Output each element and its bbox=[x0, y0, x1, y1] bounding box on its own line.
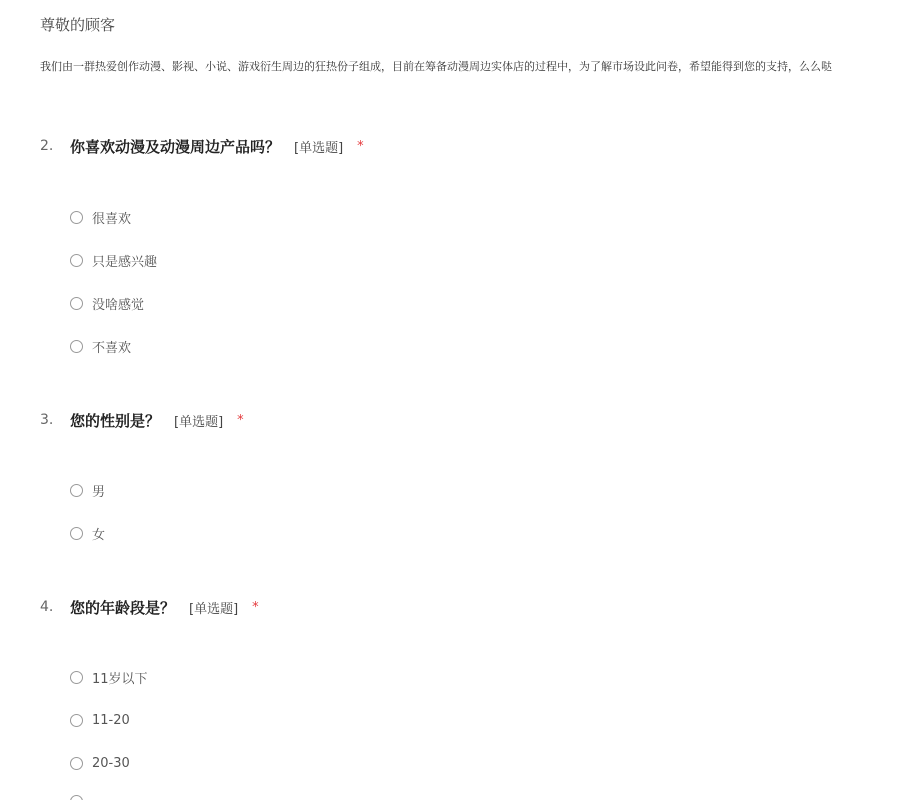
radio-unchecked-icon[interactable] bbox=[70, 340, 83, 353]
question-type-badge: [单选题] bbox=[294, 140, 344, 156]
radio-unchecked-icon[interactable] bbox=[70, 714, 83, 727]
radio-unchecked-icon[interactable] bbox=[70, 297, 83, 310]
option-label: 不喜欢 bbox=[92, 340, 132, 356]
option-label: 很喜欢 bbox=[92, 211, 132, 227]
radio-unchecked-icon[interactable] bbox=[70, 671, 83, 684]
radio-unchecked-icon[interactable] bbox=[70, 757, 83, 770]
radio-unchecked-icon[interactable] bbox=[70, 254, 83, 267]
option-label: 20-30 bbox=[92, 755, 130, 771]
question-number: 2. bbox=[40, 138, 54, 154]
question-4-header bbox=[40, 595, 259, 619]
option-label: 11岁以下 bbox=[92, 671, 148, 687]
question-3-option-1[interactable] bbox=[70, 480, 105, 500]
required-marker: * bbox=[357, 138, 364, 154]
question-title: 您的年龄段是？ bbox=[70, 598, 176, 617]
radio-unchecked-icon[interactable] bbox=[70, 484, 83, 497]
option-label: 11-20 bbox=[92, 712, 130, 728]
greeting-heading: 尊敬的顾客 bbox=[40, 16, 116, 34]
option-label: 女 bbox=[92, 527, 106, 543]
option-label: 男 bbox=[92, 484, 106, 500]
question-2-option-4[interactable] bbox=[70, 336, 131, 356]
question-4-option-2[interactable] bbox=[70, 710, 130, 730]
required-marker: * bbox=[237, 412, 244, 428]
option-label: 没啥感觉 bbox=[92, 297, 145, 313]
question-type-badge: [单选题] bbox=[174, 414, 224, 430]
question-number: 4. bbox=[40, 599, 54, 615]
question-2-option-3[interactable] bbox=[70, 293, 144, 313]
question-2-header bbox=[40, 134, 364, 158]
question-2-option-1[interactable] bbox=[70, 207, 131, 227]
question-title: 您的性别是？ bbox=[70, 411, 161, 430]
question-4-option-3[interactable] bbox=[70, 753, 130, 773]
radio-unchecked-icon[interactable] bbox=[70, 211, 83, 224]
option-label: 只是感兴趣 bbox=[92, 254, 158, 270]
required-marker: * bbox=[252, 599, 259, 615]
survey-intro-text: 我们由一群热爱创作动漫、影视、小说、游戏衍生周边的狂热份子组成，目前在筹备动漫周边实体店的过程中，为了解市场设此问卷，希望能得到您的支持，么么哒 bbox=[40, 60, 832, 73]
radio-unchecked-icon[interactable] bbox=[70, 527, 83, 540]
question-number: 3. bbox=[40, 412, 54, 428]
question-3-option-2[interactable] bbox=[70, 523, 105, 543]
question-3-header bbox=[40, 408, 244, 432]
question-title: 你喜欢动漫及动漫周边产品吗？ bbox=[70, 137, 281, 156]
question-type-badge: [单选题] bbox=[189, 601, 239, 617]
radio-unchecked-icon[interactable] bbox=[70, 795, 83, 800]
question-4-option-1[interactable] bbox=[70, 667, 148, 687]
question-2-option-2[interactable] bbox=[70, 250, 157, 270]
